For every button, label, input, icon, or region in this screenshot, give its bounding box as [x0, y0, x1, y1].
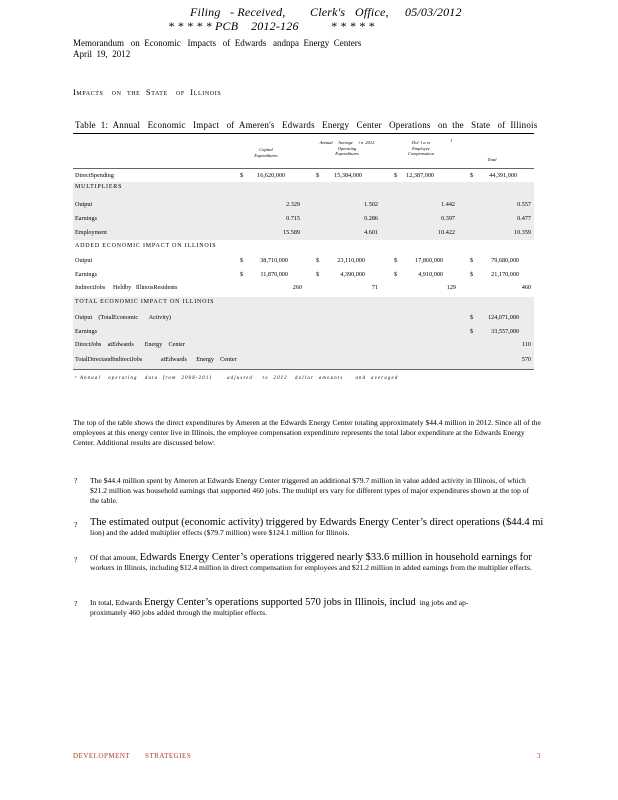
bullet-marker: ? [74, 520, 78, 529]
cell-capital: 0.715 [286, 215, 300, 222]
cell-employee: 1.442 [441, 201, 455, 208]
filing-date: 05/03/2012 [405, 5, 462, 19]
row-total-earnings [75, 327, 534, 337]
memo-date: April 19, 2012 [73, 49, 131, 59]
cell-capital: 15.589 [282, 229, 300, 236]
currency-sign: $ [470, 257, 474, 264]
currency-sign: $ [470, 172, 474, 179]
bullet-text-large: Edwards Energy Center’s operations triggered nearly $33.6 million in household earnings for [139, 552, 532, 563]
bullet-marker: ? [74, 476, 78, 485]
bullet-text-lead: In total, Edwards [90, 598, 144, 607]
body-paragraph: The top of the table shows the direct expenditures by Ameren at the Edwards Energy Center totaling approximately $44.4 million in 2012. Since all of the employees at this energy center live in Illinois, the employee compensation expenditure represents the total labor expenditure at the Edwards Energy Center. Additional results are discussed below: [73, 418, 541, 447]
table-footnote: ¹ Annual operating data from 2008-2011 adjusted to 2012 dollar amounts and averaged [75, 376, 399, 381]
cell-operating: 4,390,000 [340, 271, 365, 278]
cell-total: 124,071,000 [488, 314, 519, 321]
bullet-line [90, 551, 600, 563]
cell-capital: 11,870,000 [260, 271, 288, 278]
cell-operating: 1.502 [364, 201, 378, 208]
row-total-output [75, 313, 534, 323]
bullet-text-large: Energy Center’s operations supported 570 jobs in Illinois, includ [144, 597, 416, 608]
row-label: Output (TotalEconomic Activity) [75, 314, 171, 321]
cell-operating: 4.601 [364, 229, 378, 236]
col-head-line: Expenditures [335, 151, 359, 156]
col-head-line: Total [487, 157, 497, 162]
cell-operating: 23,110,000 [337, 257, 365, 264]
row-indirect-jobs [75, 283, 534, 293]
bullet-text [90, 518, 618, 538]
cell-total: 460 [521, 284, 531, 291]
memo-title: Memorandum on Economic Impacts of Edwards andnpa Energy Centers [73, 38, 362, 48]
currency-sign: $ [240, 172, 244, 179]
cell-capital: 2.329 [286, 201, 300, 208]
bullet-line [90, 596, 610, 608]
header-rule [73, 168, 534, 169]
bullet-text [90, 596, 610, 618]
received-label: - Received, [230, 5, 286, 19]
section-title: Impacts on the State of Illinois [73, 87, 222, 97]
bullet-text-small: proximately 460 jobs added through the multiplier effects. [90, 608, 268, 617]
cell-capital: 260 [292, 284, 302, 291]
cell-operating: 71 [371, 284, 378, 291]
row-multiplier-employment [75, 228, 534, 238]
row-label: Earnings [75, 215, 97, 222]
added-impact-head: ADDED ECONOMIC IMPACT ON ILLINOIS [75, 243, 217, 249]
cell-total: 21,170,000 [491, 271, 519, 278]
row-label: Earnings [75, 328, 97, 335]
currency-sign: $ [316, 172, 320, 179]
cell-total: 33,557,000 [491, 328, 519, 335]
cell-employee: 10.422 [437, 229, 455, 236]
currency-sign: $ [394, 257, 398, 264]
col-head-employee [392, 138, 453, 157]
row-label: TotalDirectandIndirectJobs atEdwards Energy Center [75, 356, 237, 363]
cell-operating: 15,384,000 [334, 172, 362, 179]
col-head-operating [316, 140, 378, 157]
row-label: IndirectJobs Heldby IllinoisResidents [75, 284, 178, 291]
bullet-text-lead: Of that amount, [90, 553, 140, 562]
cell-employee: 4,910,000 [418, 271, 443, 278]
currency-sign: $ [470, 271, 474, 278]
col-head-line: Operating [337, 145, 357, 151]
cell-total: 570 [521, 356, 531, 363]
clerk-label: Clerk's [310, 5, 346, 19]
office-label: Office, [355, 5, 389, 19]
row-label: Output [75, 201, 93, 208]
page-number: 3 [537, 752, 541, 760]
cell-capital: 38,710,000 [260, 257, 288, 264]
col-head-line: Expenditures [254, 152, 278, 158]
row-direct-spending [75, 171, 534, 181]
table-bottom-rule [73, 369, 534, 370]
col-head-line: Compensation [407, 151, 434, 156]
footer-strategies: STRATEGIES [145, 752, 192, 760]
col-head-line: Employee [412, 145, 430, 151]
multipliers-head: MULTIPLIERS [75, 184, 123, 190]
footnote-marker: 1 [450, 138, 453, 143]
cell-operating: 0.286 [364, 215, 378, 222]
row-label: DirectJobs atEdwards Energy Center [75, 341, 186, 348]
row-total-jobs [75, 355, 534, 365]
bullet-marker: ? [74, 555, 78, 564]
cell-total: 10.359 [513, 229, 531, 236]
row-label: Employment [75, 229, 107, 236]
currency-sign: $ [240, 257, 244, 264]
bullet-text-large: The estimated output (economic activity) triggered by Edwards Energy Center’s direct operations ($44.4 mi [90, 517, 544, 528]
col-head-line: Annual Average i n 2012 [319, 140, 375, 145]
cell-total: 0.557 [517, 201, 531, 208]
currency-sign: $ [470, 314, 474, 321]
total-impact-head: TOTAL ECONOMIC IMPACT ON ILLINOIS [75, 299, 215, 305]
bullet-text [90, 551, 600, 573]
cell-capital: 16,620,000 [257, 172, 285, 179]
currency-sign: $ [240, 271, 244, 278]
bullet-marker: ? [74, 599, 78, 608]
col-head-line: Dol l a rs [411, 140, 431, 145]
cell-employee: 17,860,000 [415, 257, 443, 264]
col-head-line: Capital [259, 147, 273, 152]
pcb-number: * * * * * PCB 2012-126 * * * * * [168, 19, 375, 33]
currency-sign: $ [316, 257, 320, 264]
bullet-text-small: workers in Illinois, including $12.4 million in direct compensation for employees and $21.2 million in added earnings from the multiplier effects. [90, 563, 532, 572]
footer-development: DEVELOPMENT [73, 752, 131, 760]
row-label: Output [75, 257, 93, 264]
col-head-capital [240, 147, 292, 158]
row-added-output [75, 256, 534, 266]
table-top-rule [73, 133, 534, 134]
currency-sign: $ [394, 271, 398, 278]
cell-employee: 12,387,000 [406, 172, 434, 179]
row-multiplier-output [75, 200, 534, 210]
table-title: Table 1: Annual Economic Impact of Ameren's Edwards Energy Center Operations on the State of Illinois [75, 120, 538, 130]
cell-total: 110 [521, 341, 531, 348]
col-head-total [472, 157, 512, 163]
currency-sign: $ [394, 172, 398, 179]
filing-label: Filing [190, 5, 221, 19]
bullet-text-small: ing jobs and ap- [419, 598, 469, 607]
row-added-earnings [75, 270, 534, 280]
bullet-text: The $44.4 million spent by Ameren at Edwards Energy Center triggered an additional $79.7 million in value added activity in Illinois, of which $21.2 million was household earnings that supported 460 jobs. The multipl ers vary for different types of major expenditures shown at the top of the table. [90, 476, 530, 505]
bullet-text-small: lion) and the added multiplier effects ($79.7 million) were $124.1 million for Illinois. [90, 528, 350, 537]
row-label: Earnings [75, 271, 97, 278]
cell-employee: 129 [446, 284, 456, 291]
cell-total: 44,391,000 [489, 172, 517, 179]
currency-sign: $ [470, 328, 474, 335]
cell-total: 0.477 [517, 215, 531, 222]
currency-sign: $ [316, 271, 320, 278]
cell-total: 79,680,000 [491, 257, 519, 264]
cell-employee: 0.397 [441, 215, 455, 222]
row-direct-jobs [75, 340, 534, 350]
row-multiplier-earnings [75, 214, 534, 224]
row-label: DirectSpending [75, 172, 114, 179]
